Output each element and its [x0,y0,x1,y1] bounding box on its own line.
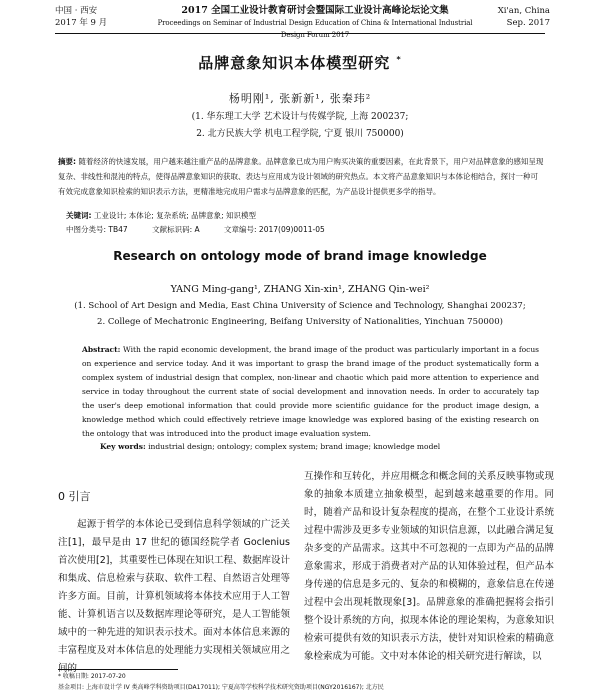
header-right [498,5,550,29]
proceedings-title-en: Proceedings on Seminar of Industrial Design Education of China & International Industrial Design Forum 2017 [157,19,473,39]
keywords-zh-label: 关键词: [66,211,92,220]
authors-zh: 杨明刚¹, 张新新¹, 张秦玮² [228,92,372,105]
abstract-zh [58,154,545,199]
abstract-en [82,343,539,441]
abstract-zh-text: 随着经济的快速发展，用户越来越注重产品的品牌意象。品牌意象已成为用户购买决策的重要因素，在此背景下，用户对品牌意象的感知呈现复杂、非线性和混沌的特点，使得品牌意象知识的获取、表达与应用成为设计领域的研究热点。本文将产品意象知识与本体论相结合，探讨一种可有效完成意象知识检索的知识表示方法，更精准地完成用户需求与品牌意象的匹配，为产品设计提供更多学的指导。 [58,157,544,196]
classification-number: 中图分类号: TB47 [66,225,128,234]
affiliation-en-1: (1. School of Art Design and Media, East China University of Science and Technology, Shanghai 200237; [74,301,526,311]
document-code: 文献标识码: A [152,225,200,234]
header-date-en: Sep. 2017 [506,18,550,28]
header-center [150,5,480,41]
affiliation-en-2: 2. College of Mechatronic Engineering, Beifang University of Nationalities, Yinchuan 750000) [97,317,503,327]
affiliation-zh-1: (1. 华东理工大学 艺术设计与传媒学院, 上海 200237; [191,112,409,122]
article-number: 文章编号: 2017(09)0011-05 [224,225,325,234]
keywords-en [100,442,440,451]
classification-line [66,224,347,235]
section-heading-intro: 0 引言 [58,490,91,503]
keywords-en-text: industrial design; ontology; complex system; brand image; knowledge model [148,442,441,451]
body-paragraph: 互操作和互转化，并应用概念和概念间的关系反映事物或现象的抽象本质建立抽象模型，起到越来越重要的作用。同时，随着产品和设计复杂程度的提高，在整个工业设计系统过程中需涉及更多专业领域的知识信息源，以此融合满足复杂多变的产品需求。这其中不可忽视的一点即为产品的品牌意象需求，形成于消费者对产品的认知体验过程，但产品本身传递的信息是多元的、复杂的和模糊的，意象信息在传递过程中会出现耗散现象[3]。品牌意象的准确把握将会指引整个设计系统的方向，拟现本体论的理论架构，为意象知识检索可提供有效的知识表示方法，使针对知识检索的精确意象检索成为可能。文中对本体论的相关研究进行解读，以 [304,471,554,662]
proceedings-title-zh: 2017 全国工业设计教育研讨会暨国际工业设计高峰论坛论文集 [181,5,449,16]
keywords-zh-text: 工业设计; 本体论; 复杂系统; 品牌意象; 知识模型 [93,211,257,220]
body-column-left [58,468,290,678]
header-location: 中国 · 西安 [55,6,98,16]
body-paragraph: 起源于哲学的本体论已受到信息科学领域的广泛关注[1]，最早是由 17 世纪的德国经院学者 Goclenius 首次使用[2]，其重要性已体现在知识工程、数据库设计和集成、信息检索与获取、软件工程、自然语言处理等许多方面。目前，计算机领域将本体技术应用于人工智能、计算机语言以及数据库理论等研究，是人工智能领域中的一种先进的知识表示技术。面对本体信息来源的丰富程度及对本体信息的处理能力实现相关领域应用之间的 [58,519,290,674]
authors-en: YANG Ming-gang¹, ZHANG Xin-xin¹, ZHANG Qin-wei² [170,284,430,295]
affiliation-zh-2: 2. 北方民族大学 机电工程学院, 宁夏 银川 750000) [196,129,404,139]
footnote-received: * 收稿日期: 2017-07-20 [58,673,126,680]
title-footnote-mark: * [396,55,402,64]
keywords-en-label: Key words: [100,442,146,451]
footnote-funding: 基金项目: 上海市设计学 IV 类高峰学科资助项目(DA17011); 宁夏高等学校科学技术研究资助项目(NGY2016167); 北方民 [58,684,384,691]
header-left [55,5,107,29]
paper-title-en: Research on ontology mode of brand image knowledge [113,249,487,263]
footnote-rule [58,669,178,670]
abstract-zh-label: 摘要: [58,157,76,166]
paper-title-zh [0,52,600,73]
header-location-en: Xi'an, China [497,6,550,16]
abstract-en-label: Abstract: [82,345,121,354]
keywords-zh [66,210,256,221]
header-date: 2017 年 9 月 [55,18,108,28]
body-column-right [304,468,554,666]
title-text: 品牌意象知识本体模型研究 [198,54,391,72]
abstract-en-text: With the rapid economic development, the brand image of the product was particularly important in a focus on experience and service today. And it was important to grasp the brand image of the product systematically form a complex system of industrial design that complex, non-linear and chaotic which paid more attention to experience and service in today throughout the current state of social development and innovation needs. In order to accurately tap the user's deep emotional information that could provide more scientific guidance for the product image design, a knowledge method which could effectively retrieve image knowledge was explored basing of the existing research on the ontology that was introduced into the product image evaluation system. [82,345,539,438]
header-rule [55,33,545,34]
